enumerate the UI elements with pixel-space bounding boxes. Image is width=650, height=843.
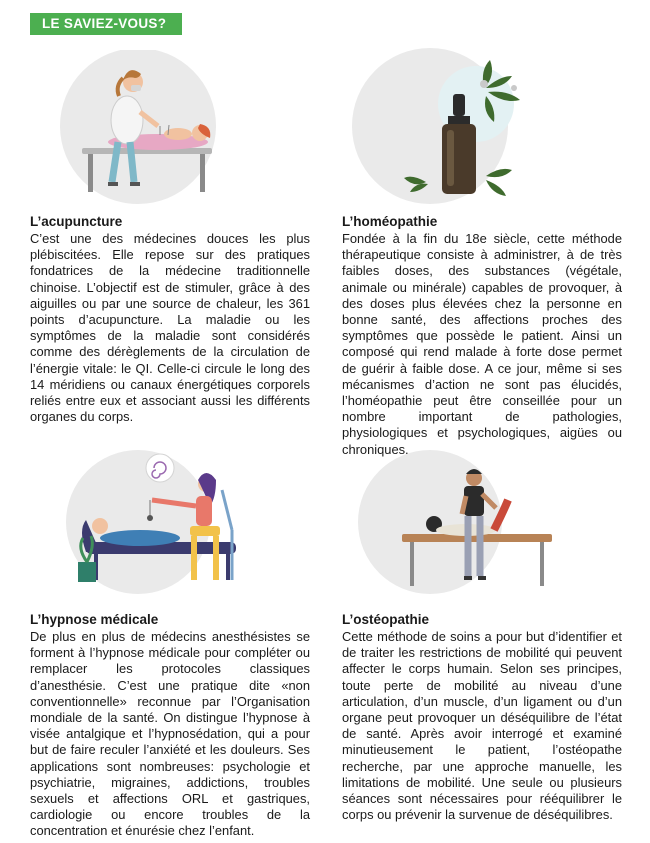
section-body: C’est une des médecines douces les plus plébiscitées. Elle repose sur des pratiques fondatrices de la médecine traditionnelle chinoise. L’objectif est de stimuler, grâce à des aiguilles ou par une source de chaleur, les 361 points d’acupuncture. La maladie ou les symptômes de la maladie sont considérés comme des dérèglements de la circulation de l’énergie vitale: le QI. Celle-ci circule le long des 14 méridiens ou canaux énergétiques corporels reliés entre eux et associant aussi les différents organes du corps. [30,231,310,425]
section-title: L’hypnose médicale [30,612,159,627]
section-homeopathy [342,214,622,458]
section-body: Fondée à la fin du 18e siècle, cette méthode thérapeutique consiste à administrer, à de très faibles doses, des substances (végétale, animale ou minérale) capables de provoquer, à des doses plus élevées chez la personne en bonne santé, des affections proches des symptômes que possède le patient. Ainsi un composé qui rend malade à forte dose permet de guérir à faible dose. A ce jour, même si ses mécanismes d’action ne sont pas élucidés, l’homéopathie peut être conseillée pour un nombre important de pathologies, physiologiques et psychologiques, aigües ou chroniques. [342,231,622,457]
section-acupuncture [30,214,310,425]
section-title: L’ostéopathie [342,612,430,627]
section-osteopathy [342,612,622,823]
section-body: Cette méthode de soins a pour but d’identifier et de traiter les restrictions de mobilité qui peuvent affecter le corps humain. Selon ses principes, toute perte de mobilité au niveau d’une articulation, d’un muscle, d’un ligament ou d’un organe peut provoquer un déséquilibre de l’état de santé. Après avoir interrogé et examiné minutieusement le patient, l’ostéopathe recherche, par une approche manuelle, les limitations de mobilité. Une seule ou plusieurs séances sont nécessaires pour rééquilibrer le corps ou prévenir la survenue de déséquilibres. [342,629,622,823]
section-body: De plus en plus de médecins anesthésistes se forment à l’hypnose médicale pour compléter ou remplacer les protocoles classiques d’anesthésie. C’est une pratique dite «non conventionnelle» reconnue par l’Organisation mondiale de la santé. On distingue l’hypnose à visée antalgique et l’hypnosédation, qui a pour but de faire reculer l’anxiété et les douleurs. Ses applications sont nombreuses: psychologie et psychiatrie, migraines, addictions, troubles sexuels et affections ORL et gastriques, cardiologie ou encore troubles de la concentration et énurésie chez l’enfant. [30,629,310,839]
hypnosis-illustration [30,450,250,600]
section-title: L’homéopathie [342,214,438,229]
section-hypnosis [30,612,310,840]
section-title: L’acupuncture [30,214,123,229]
osteopathy-illustration [336,450,556,600]
homeopathy-illustration [336,48,556,208]
acupuncture-illustration [30,50,250,210]
section-banner: LE SAVIEZ-VOUS? [30,13,182,35]
